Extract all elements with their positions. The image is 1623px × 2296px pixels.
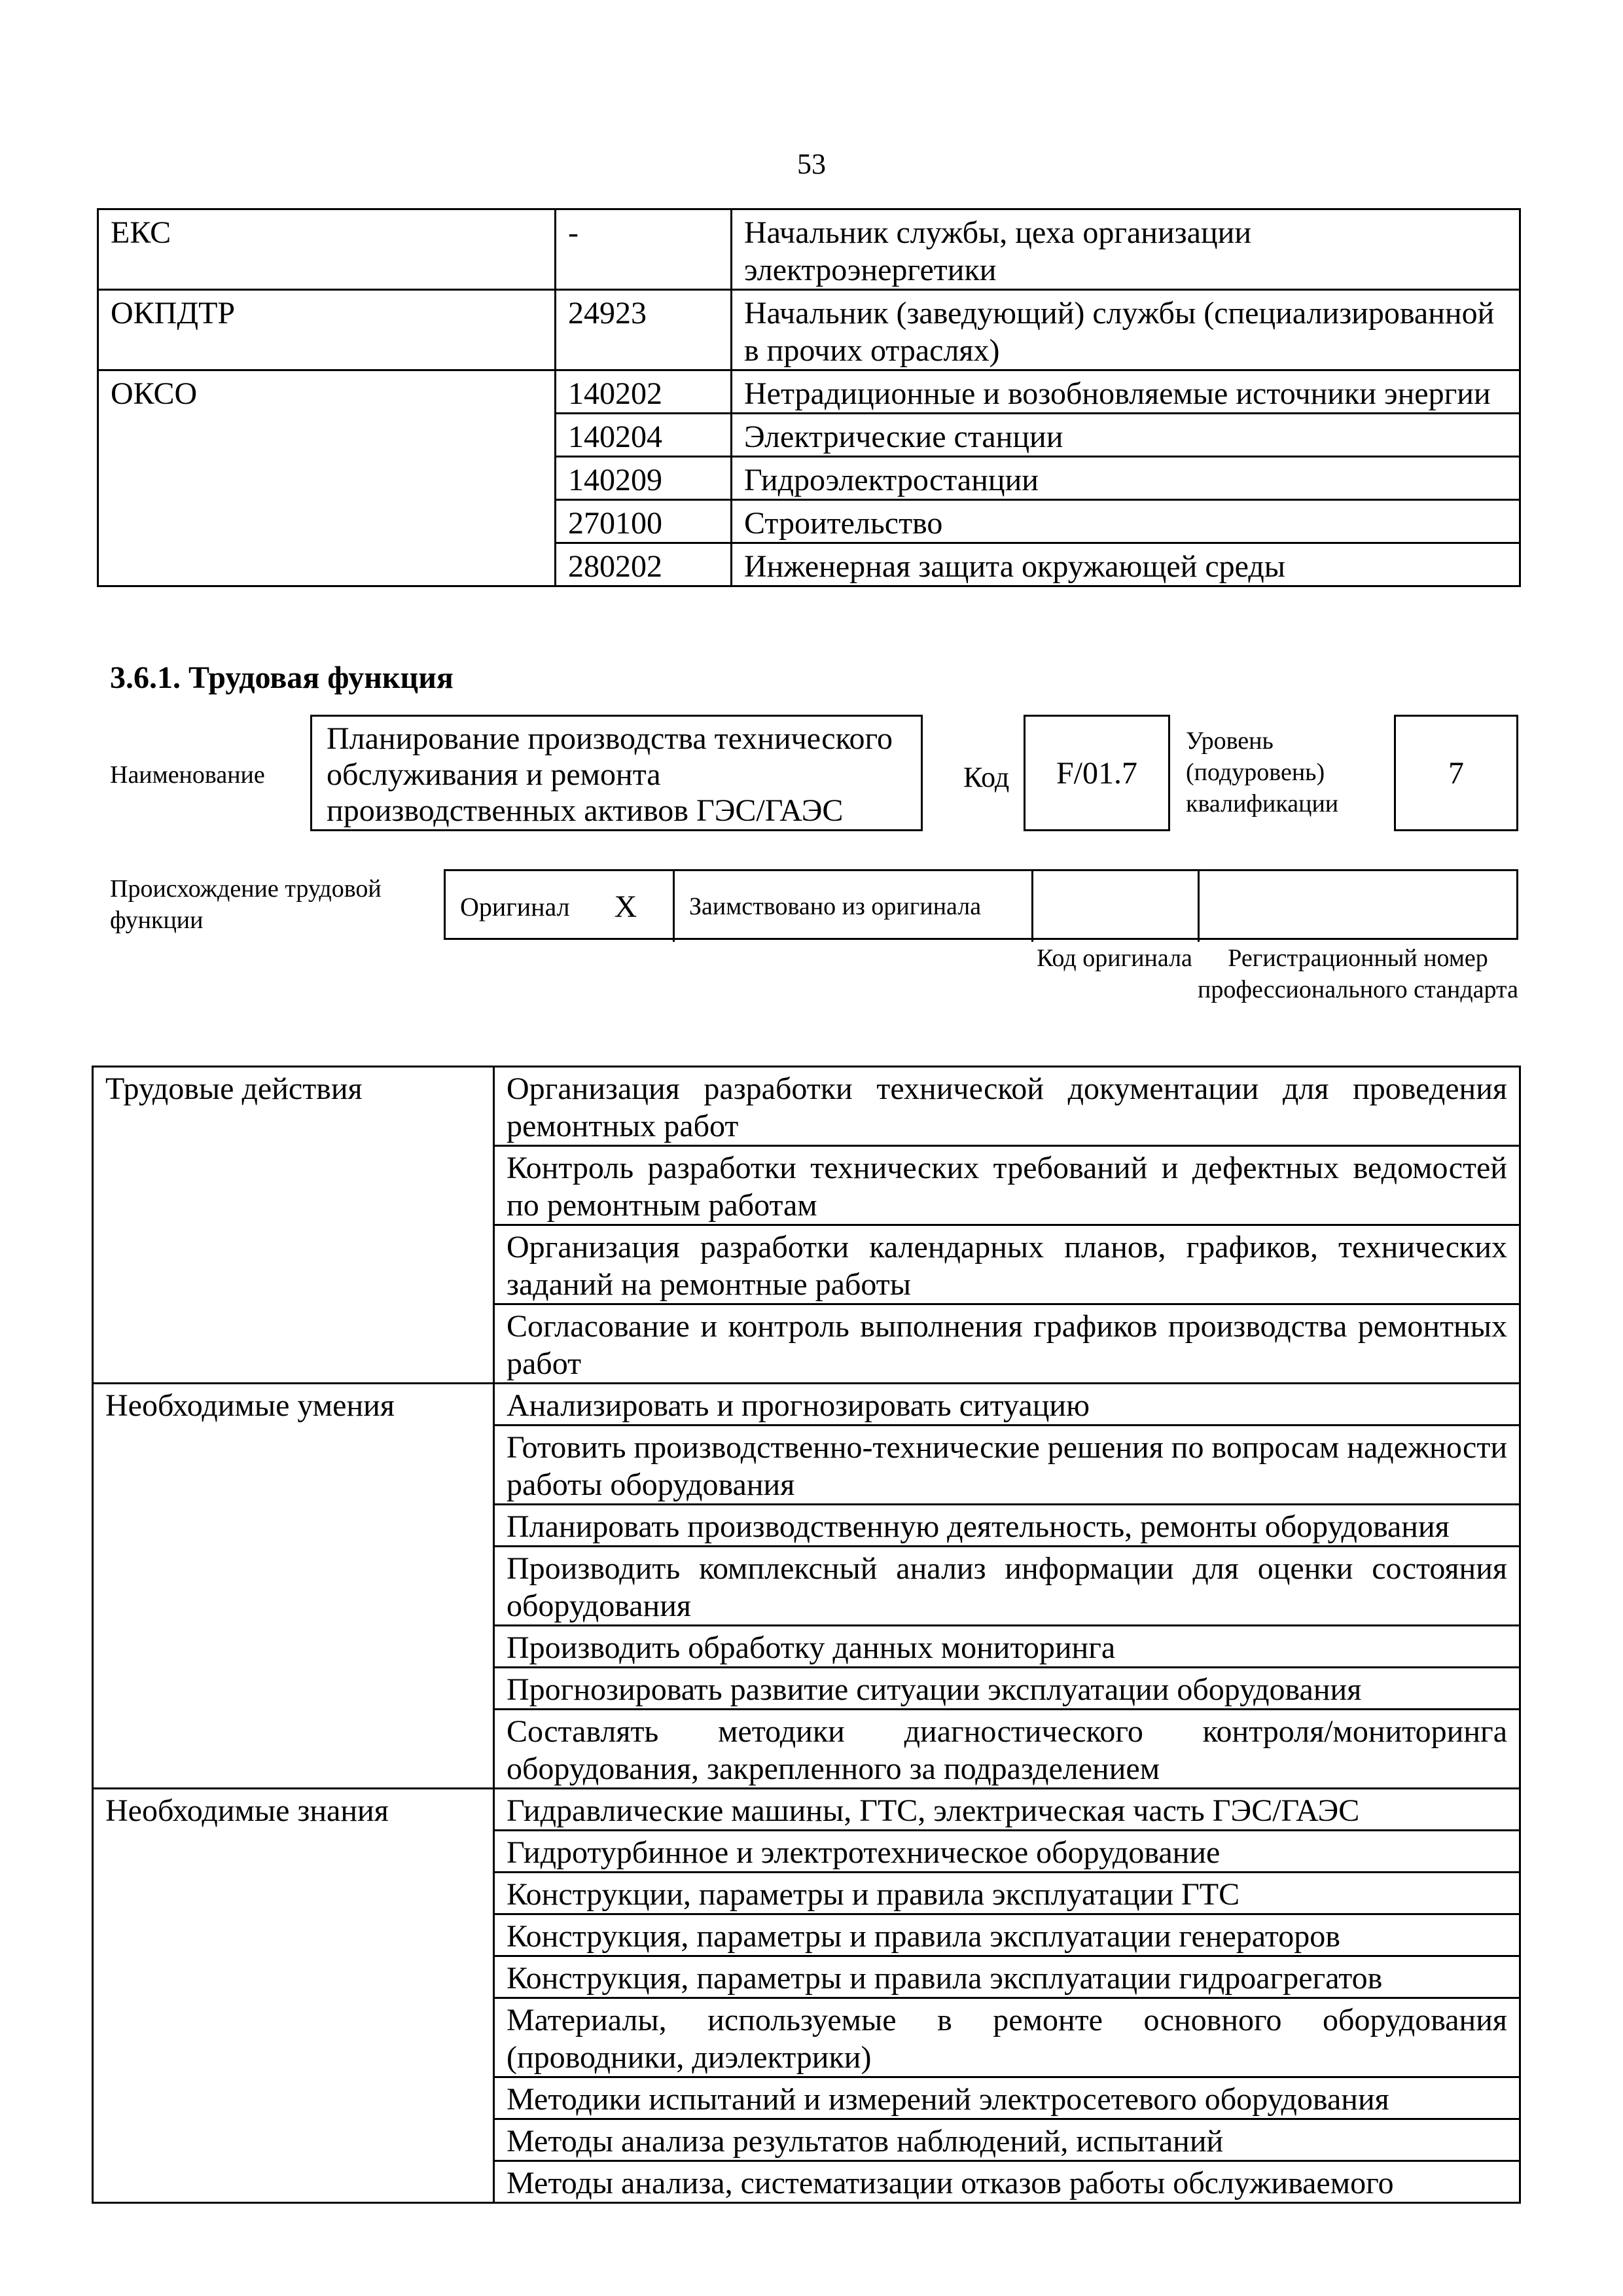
requirement-item: Анализировать и прогнозировать ситуацию xyxy=(494,1384,1520,1426)
requirement-item: Гидротурбинное и электротехническое оборудование xyxy=(494,1831,1520,1873)
code-label: Код xyxy=(963,761,1010,793)
level-label: Уровень (подуровень) квалификации xyxy=(1186,727,1339,817)
origin-label: Происхождение трудовой функции xyxy=(110,875,382,934)
requirement-item: Прогнозировать развитие ситуации эксплуатации оборудования xyxy=(494,1668,1520,1710)
classifier-code: 24923 xyxy=(556,290,732,370)
qualification-level-value xyxy=(1394,715,1518,831)
classifier-title: Строительство xyxy=(732,500,1520,543)
borrowed-cell xyxy=(675,871,1033,942)
registration-number-cell xyxy=(1200,871,1516,942)
function-code-value xyxy=(1024,715,1170,831)
borrowed-label: Заимствовано из оригинала xyxy=(689,893,982,920)
requirement-item: Согласование и контроль выполнения графиков производства ремонтных работ xyxy=(494,1304,1520,1384)
function-details-table xyxy=(92,1066,1521,2204)
requirement-item: Планировать производственную деятельность, ремонты оборудования xyxy=(494,1505,1520,1547)
function-row xyxy=(93,1789,1520,1831)
requirement-item: Конструкция, параметры и правила эксплуатации гидроагрегатов xyxy=(494,1956,1520,1998)
original-cell xyxy=(446,871,675,942)
function-row xyxy=(93,1067,1520,1146)
classifier-code: 140202 xyxy=(556,370,732,414)
requirement-item: Конструкции, параметры и правила эксплуатации ГТС xyxy=(494,1873,1520,1914)
function-row xyxy=(93,1384,1520,1426)
requirement-item: Контроль разработки технических требований и дефектных ведомостей по ремонтным работам xyxy=(494,1146,1520,1225)
classification-row xyxy=(98,209,1520,290)
requirement-item: Методики испытаний и измерений электросетевого оборудования xyxy=(494,2077,1520,2119)
classifier-code: 270100 xyxy=(556,500,732,543)
requirement-item: Готовить производственно-технические решения по вопросам надежности работы оборудования xyxy=(494,1426,1520,1505)
requirement-item: Гидравлические машины, ГТС, электрическая часть ГЭС/ГАЭС xyxy=(494,1789,1520,1831)
classifier-code: 280202 xyxy=(556,543,732,586)
requirement-item: Составлять методики диагностического контроля/мониторинга оборудования, закрепленного за подразделением xyxy=(494,1710,1520,1789)
function-name-value: Планирование производства технического обслуживания и ремонта производственных активов ГЭС/ГАЭС xyxy=(310,715,923,831)
classification-table xyxy=(97,208,1521,587)
classifier-title: Нетрадиционные и возобновляемые источники энергии xyxy=(732,370,1520,414)
page-number: 53 xyxy=(797,148,826,180)
classification-row xyxy=(98,290,1520,370)
requirement-item: Производить комплексный анализ информации для оценки состояния оборудования xyxy=(494,1547,1520,1626)
qualification-level-text: 7 xyxy=(1448,755,1464,791)
registration-number-caption: Регистрационный номер профессионального стандарта xyxy=(1198,944,1518,1003)
requirement-item: Организация разработки технической документации для проведения ремонтных работ xyxy=(494,1067,1520,1146)
name-label: Наименование xyxy=(110,761,265,789)
original-mark: X xyxy=(614,889,637,924)
requirement-item: Организация разработки календарных планов, графиков, технических заданий на ремонтные работы xyxy=(494,1225,1520,1304)
original-code-cell xyxy=(1033,871,1200,942)
classifier-name: ЕКС xyxy=(98,209,556,290)
classifier-title: Начальник (заведующий) службы (специализированной в прочих отраслях) xyxy=(732,290,1520,370)
section-title: 3.6.1. Трудовая функция xyxy=(110,660,454,695)
category-label: Трудовые действия xyxy=(93,1067,494,1384)
category-label: Необходимые знания xyxy=(93,1789,494,2203)
classifier-code: - xyxy=(556,209,732,290)
classifier-code: 140204 xyxy=(556,414,732,457)
classifier-title: Гидроэлектростанции xyxy=(732,457,1520,500)
classifier-name: ОКСО xyxy=(98,370,556,586)
classification-row xyxy=(98,370,1520,414)
category-label: Необходимые умения xyxy=(93,1384,494,1789)
classifier-name: ОКПДТР xyxy=(98,290,556,370)
classifier-title: Электрические станции xyxy=(732,414,1520,457)
requirement-item: Производить обработку данных мониторинга xyxy=(494,1626,1520,1668)
function-code-text: F/01.7 xyxy=(1056,755,1138,791)
requirement-item: Конструкция, параметры и правила эксплуатации генераторов xyxy=(494,1914,1520,1956)
classifier-title: Начальник службы, цеха организации электроэнергетики xyxy=(732,209,1520,290)
origin-row xyxy=(444,869,1518,940)
requirement-item: Методы анализа, систематизации отказов работы обслуживаемого xyxy=(494,2161,1520,2203)
classifier-code: 140209 xyxy=(556,457,732,500)
requirement-item: Методы анализа результатов наблюдений, испытаний xyxy=(494,2119,1520,2161)
original-code-caption: Код оригинала xyxy=(1037,944,1192,972)
classifier-title: Инженерная защита окружающей среды xyxy=(732,543,1520,586)
requirement-item: Материалы, используемые в ремонте основного оборудования (проводники, диэлектрики) xyxy=(494,1998,1520,2077)
original-label: Оригинал xyxy=(460,891,570,922)
